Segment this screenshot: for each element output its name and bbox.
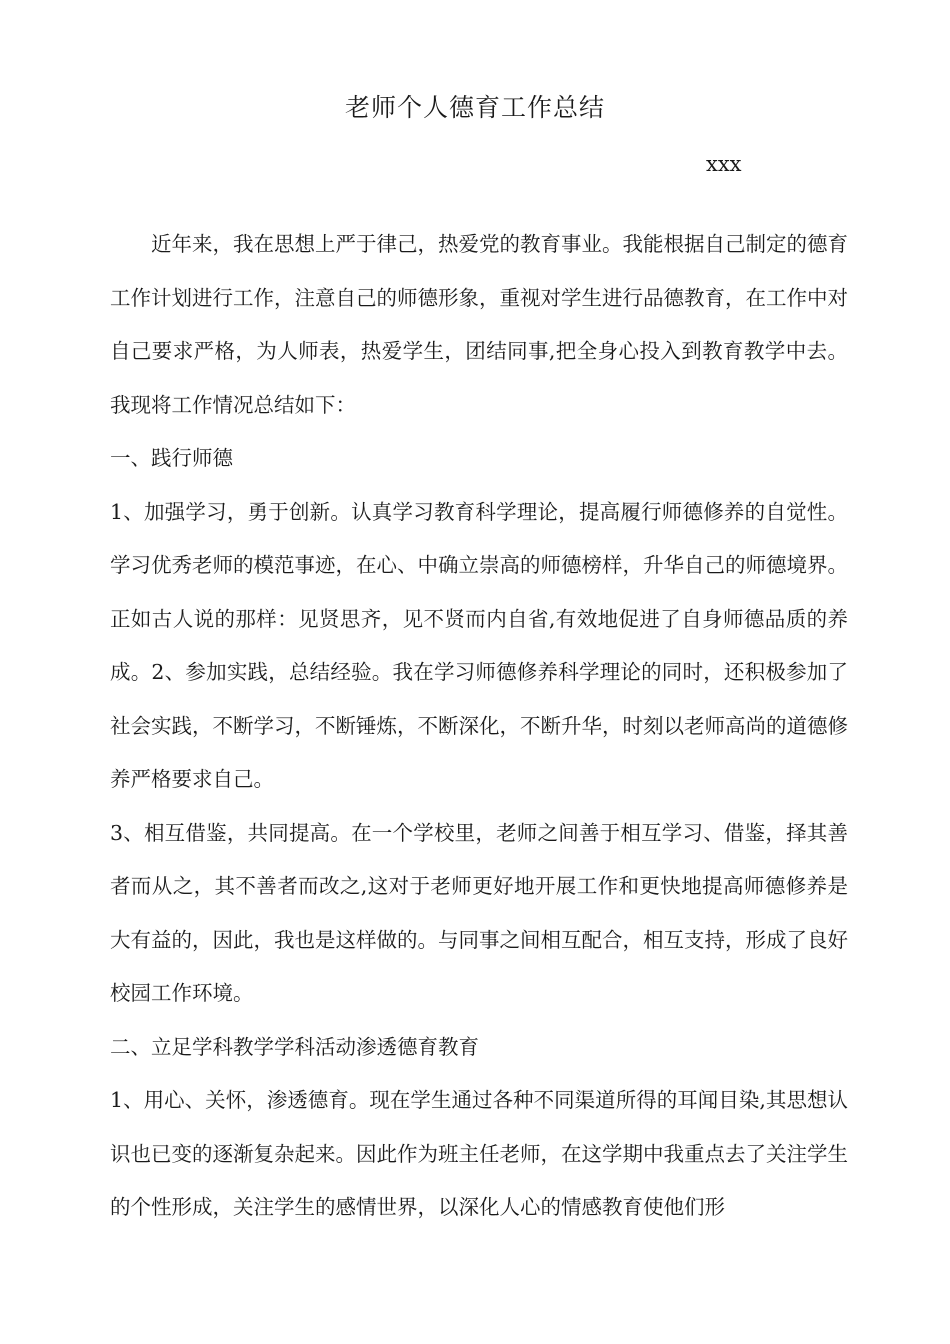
section-heading-subject-teaching: 二、立足学科教学学科活动渗透德育教育 [110, 1034, 479, 1059]
paragraph-mutual-learning: 3、相互借鉴，共同提高。在一个学校里，老师之间善于相互学习、借鉴，择其善者而从之，其不善者而改之,这对于老师更好地开展工作和更快地提高师德修养是大有益的，因此，我也是这样做的。与同事之间相互配合，相互支持，形成了良好校园工作环境。 [110, 820, 848, 1005]
paragraph-study-and-practice: 1、加强学习，勇于创新。认真学习教育科学理论，提高履行师德修养的自觉性。学习优秀老师的模范事迹，在心、中确立崇高的师德榜样，升华自己的师德境界。正如古人说的那样：见贤思齐，见不贤而内自省,有效地促进了自身师德品质的养成。2、参加实践，总结经验。我在学习师德修养科学理论的同时，还积极参加了社会实践，不断学习，不断锤炼，不断深化，不断升华，时刻以老师高尚的道德修养严格要求自己。 [110, 499, 848, 791]
document-body [110, 218, 848, 1235]
section-heading-practice-ethics: 一、践行师德 [110, 446, 233, 470]
paragraph-care-and-moral-education: 1、用心、关怀，渗透德育。现在学生通过各种不同渠道所得的耳闻目染,其思想认识也已变的逐渐复杂起来。因此作为班主任老师，在这学期中我重点去了关注学生的个性形成，关注学生的感情世界，以深化人心的情感教育使他们形 [110, 1088, 848, 1219]
paragraph-intro: 近年来，我在思想上严于律己，热爱党的教育事业。我能根据自己制定的德育工作计划进行工作，注意自己的师德形象，重视对学生进行品德教育，在工作中对自己要求严格，为人师表，热爱学生，团结同事,把全身心投入到教育教学中去。我现将工作情况总结如下： [110, 232, 848, 417]
document-author: xxx [706, 152, 742, 176]
document-title: 老师个人德育工作总结 [344, 93, 605, 122]
